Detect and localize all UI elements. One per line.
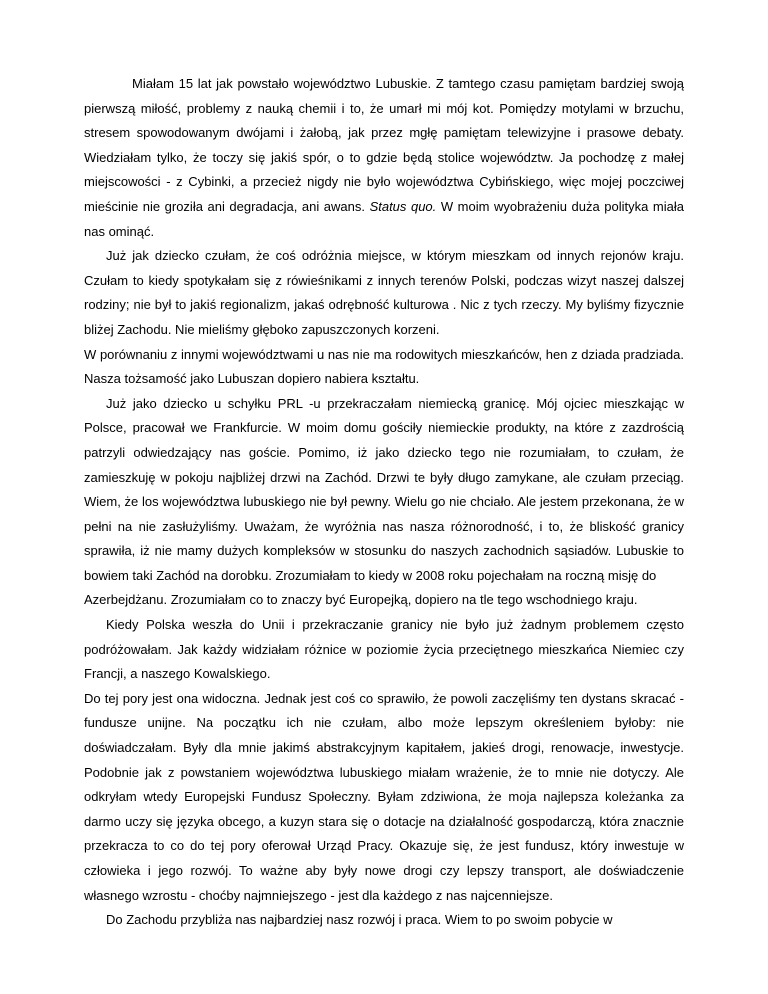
paragraph-5: Azerbejdżanu. Zrozumiałam co to znaczy być Europejką, dopiero na tle tego wschodniego kraju. [84,592,638,608]
paragraph-4: Już jako dziecko u schyłku PRL -u przekraczałam niemiecką granicę. Mój ojciec mieszkając w Polsce, pracował we Frankfurcie. W moim domu gościły niemieckie produkty, na które z zazdrością patrzyli odwiedzający nas goście. Pomimo, iż jako dziecko tego nie rozumiałam, to czułam, że zamieszkuję w pokoju najbliżej drzwi na Zachód. Drzwi te były długo zamykane, ale czułam przeciąg. Wiem, że los województwa lubuskiego nie był pewny. Wielu go nie chciało. Ale jestem przekonana, że w pełni na nie zasłużyliśmy. Uważam, że wyróżnia nas nasza różnorodność, i to, że bliskość granicy sprawiła, iż nie mamy dużych kompleksów w stosunku do naszych zachodnich sąsiadów. Lubuskie to bowiem taki Zachód na dorobku. Zrozumiałam to kiedy w 2008 roku pojechałam na roczną misję do [84,395,684,583]
paragraph-8: Do Zachodu przybliża nas najbardziej nasz rozwój i praca. Wiem to po swoim pobycie w [106,912,613,928]
paragraph-2: Już jak dziecko czułam, że coś odróżnia miejsce, w którym mieszkam od innych rejonów kraju. Czułam to kiedy spotykałam się z rówieśnikami z innych terenów Polski, podczas wizyt naszej dalszej rodziny; nie był to jakiś regionalizm, jakaś odrębność kulturowa . Nic z tych rzeczy. My byliśmy fizycznie bliżej Zachodu. Nie mieliśmy głęboko zapuszczonych korzeni. [84,248,684,337]
document-page [84,72,684,933]
paragraph-7: Do tej pory jest ona widoczna. Jednak jest coś co sprawiło, że powoli zaczęliśmy ten dystans skracać - fundusze unijne. Na początku ich nie czułam, albo może lepszym określeniem byłoby: nie doświadczałam. Były dla mnie jakimś abstrakcyjnym kapitałem, jakieś drogi, renowacje, inwestycje. Podobnie jak z powstaniem województwa lubuskiego miałam wrażenie, że to mnie nie dotyczy. Ale odkryłam wtedy Europejski Fundusz Społeczny. Byłam zdziwiona, że moja najlepsza koleżanka za darmo uczy się języka obcego, a kuzyn stara się o dotacje na działalność gospodarczą, która znacznie przekracza to co do tej pory oferował Urząd Pracy. Okazuje się, że jest fundusz, który inwestuje w człowieka i jego rozwój. To ważne aby były nowe drogi czy lepszy transport, ale doświadczenie własnego wzrostu - choćby najmniejszego - jest dla każdego z nas najcenniejsze. [84,690,684,903]
paragraph-3: W porównaniu z innymi województwami u nas nie ma rodowitych mieszkańców, hen z dziada pradziada. Nasza tożsamość jako Lubuszan dopiero nabiera kształtu. [84,346,684,387]
paragraph-1-tail: W moim wyobrażeniu duża polityka miała nas ominąć. [84,198,684,239]
paragraph-1 [84,72,684,244]
paragraph-1-italic: Status quo. [369,198,437,214]
paragraph-6: Kiedy Polska weszła do Unii i przekraczanie granicy nie było już żadnym problemem często podróżowałam. Jak każdy widziałam różnice w poziomie życia przeciętnego mieszkańca Niemiec czy Francji, a naszego Kowalskiego. [84,617,684,682]
paragraph-1-text: Miałam 15 lat jak powstało województwo Lubuskie. Z tamtego czasu pamiętam bardziej swoją pierwszą miłość, problemy z nauką chemii i to, że umarł mi mój kot. Pomiędzy motylami w brzuchu, stresem spowodowanym dwójami i żałobą, jak przez mgłę pamiętam telewizyjne i prasowe debaty. Wiedziałam tylko, że toczy się jakiś spór, o to gdzie będą stolice województw. Ja pochodzę z małej miejscowości - z Cybinki, a przecież nigdy nie było województwa Cybińskiego, więc mojej poczciwej mieścinie nie groziła ani degradacja, ani awans. [84,76,684,214]
